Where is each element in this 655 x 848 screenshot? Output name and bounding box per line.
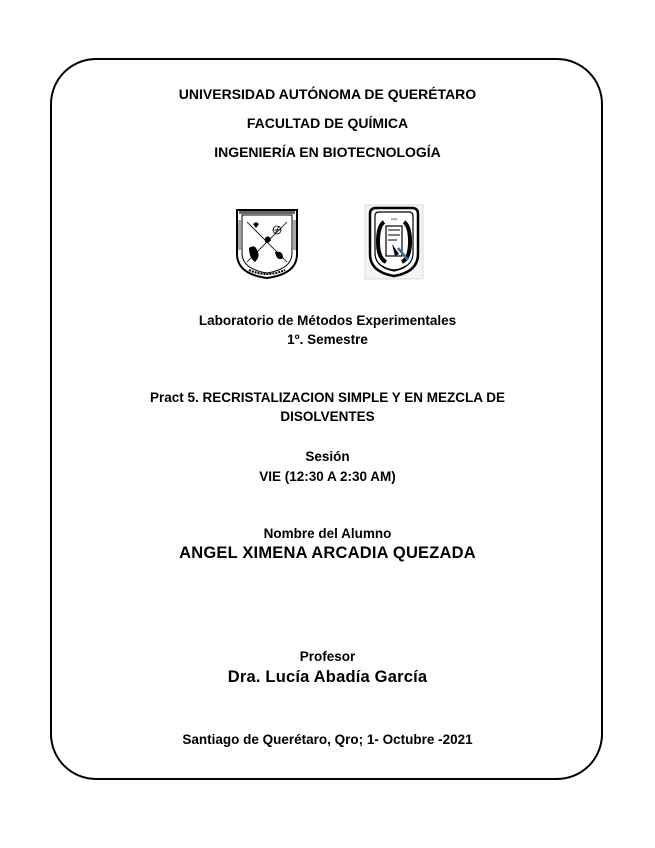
- practice-title-line-1: Pract 5. RECRISTALIZACION SIMPLE Y EN MEZCLA DE: [149, 390, 506, 405]
- faculty-name: FACULTAD DE QUÍMICA: [246, 115, 409, 131]
- session-label: Sesión: [305, 449, 350, 464]
- place-date: Santiago de Querétaro, Qro; 1- Octubre -2021: [182, 732, 473, 747]
- program-name: INGENIERÍA EN BIOTECNOLOGÍA: [214, 144, 441, 160]
- logos-row: [0, 202, 655, 282]
- session-value: VIE (12:30 A 2:30 AM): [259, 469, 396, 484]
- practice-title-line-2: DISOLVENTES: [280, 409, 375, 424]
- professor-label: Profesor: [299, 649, 356, 664]
- course-semester: 1º. Semestre: [287, 332, 368, 347]
- university-name: UNIVERSIDAD AUTÓNOMA DE QUERÉTARO: [178, 86, 477, 102]
- course-name: Laboratorio de Métodos Experimentales: [198, 313, 457, 328]
- student-label: Nombre del Alumno: [263, 526, 392, 541]
- student-name: ANGEL XIMENA ARCADIA QUEZADA: [179, 544, 476, 562]
- svg-text:UAQ: UAQ: [390, 217, 398, 221]
- faculty-crest-icon: [364, 204, 424, 280]
- university-seal-icon: [235, 208, 299, 280]
- professor-name: Dra. Lucía Abadía García: [227, 668, 428, 686]
